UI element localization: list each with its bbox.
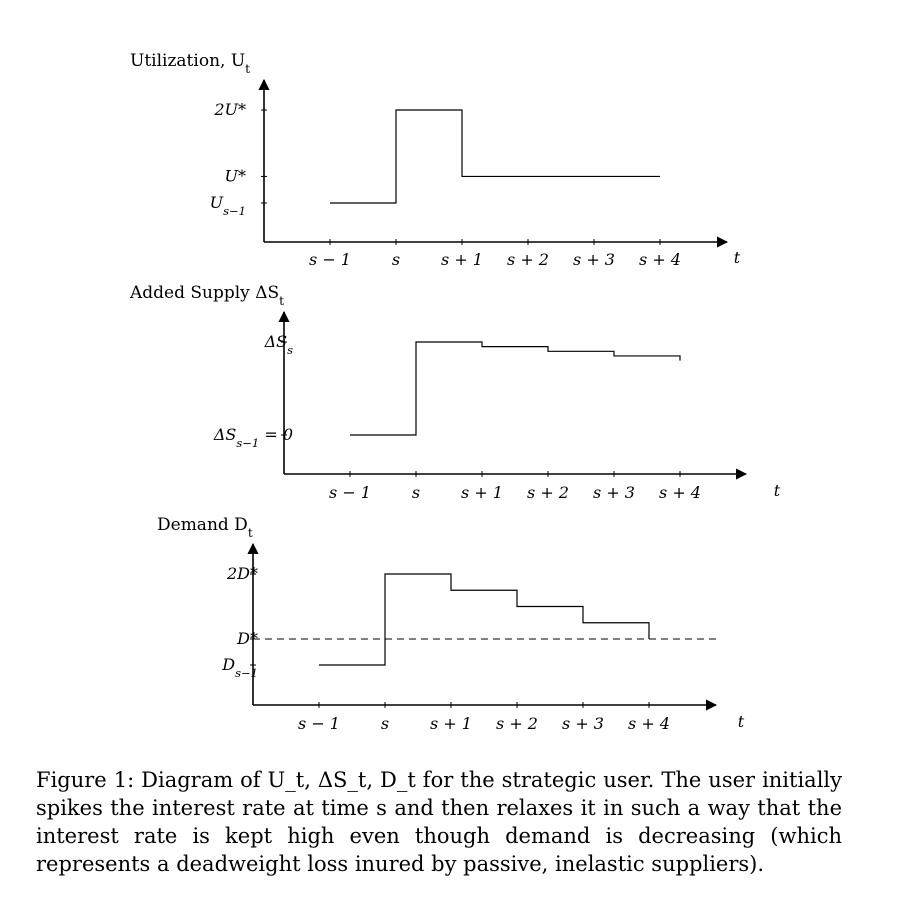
y-tick-label: $\Delta S_{s-1} = 0$ [213, 425, 293, 450]
x-tick-label: s + 4 [628, 714, 670, 733]
panel-title: Demand $D_t$ [157, 515, 253, 540]
added-supply-panel [129, 283, 781, 502]
y-tick-label: $U_{s-1}$ [209, 193, 246, 218]
panel-title: Utilization, $U_t$ [130, 51, 251, 76]
panel-title: Added Supply $\Delta S_t$ [130, 283, 285, 308]
x-tick-label: s − 1 [298, 714, 340, 733]
x-axis-label: t [773, 481, 781, 500]
series-line [330, 110, 660, 203]
x-tick-label: s [380, 714, 390, 733]
x-tick-label: s + 1 [430, 714, 472, 733]
y-tick-label: 2D* [226, 564, 258, 583]
utilization-panel [130, 51, 741, 269]
x-tick-label: s + 3 [593, 483, 635, 502]
y-tick-label: $D_{s-1}$ [222, 655, 258, 680]
x-axis-label: t [737, 712, 745, 731]
x-tick-label: s [411, 483, 421, 502]
x-tick-label: s + 3 [573, 250, 615, 269]
series-line [319, 574, 649, 665]
x-tick-label: s + 2 [496, 714, 538, 733]
x-tick-label: s + 2 [527, 483, 569, 502]
x-tick-label: s − 1 [309, 250, 351, 269]
x-tick-label: s + 1 [441, 250, 483, 269]
x-tick-label: s [391, 250, 401, 269]
x-tick-label: s + 3 [562, 714, 604, 733]
y-tick-label: D* [237, 629, 258, 648]
demand-panel [157, 515, 745, 733]
y-tick-label: $\Delta S_s$ [264, 332, 293, 357]
x-tick-label: s + 4 [639, 250, 681, 269]
x-tick-label: s + 4 [659, 483, 701, 502]
x-tick-label: s + 2 [507, 250, 549, 269]
y-tick-label: 2U* [214, 100, 246, 119]
figure-caption: Figure 1: Diagram of U_t, ΔS_t, D_t for the strategic user. The user initially spikes the interest rate at time s and then relaxes it in such a way that the interest rate is kept high even though demand is decreasing (which represents a deadweight loss inured by passive, inelastic suppliers). [36, 768, 842, 876]
y-tick-label: U* [224, 166, 246, 186]
x-tick-label: s + 1 [461, 483, 503, 502]
x-tick-label: s − 1 [329, 483, 371, 502]
x-axis-label: t [733, 248, 741, 267]
series-line [350, 342, 680, 435]
